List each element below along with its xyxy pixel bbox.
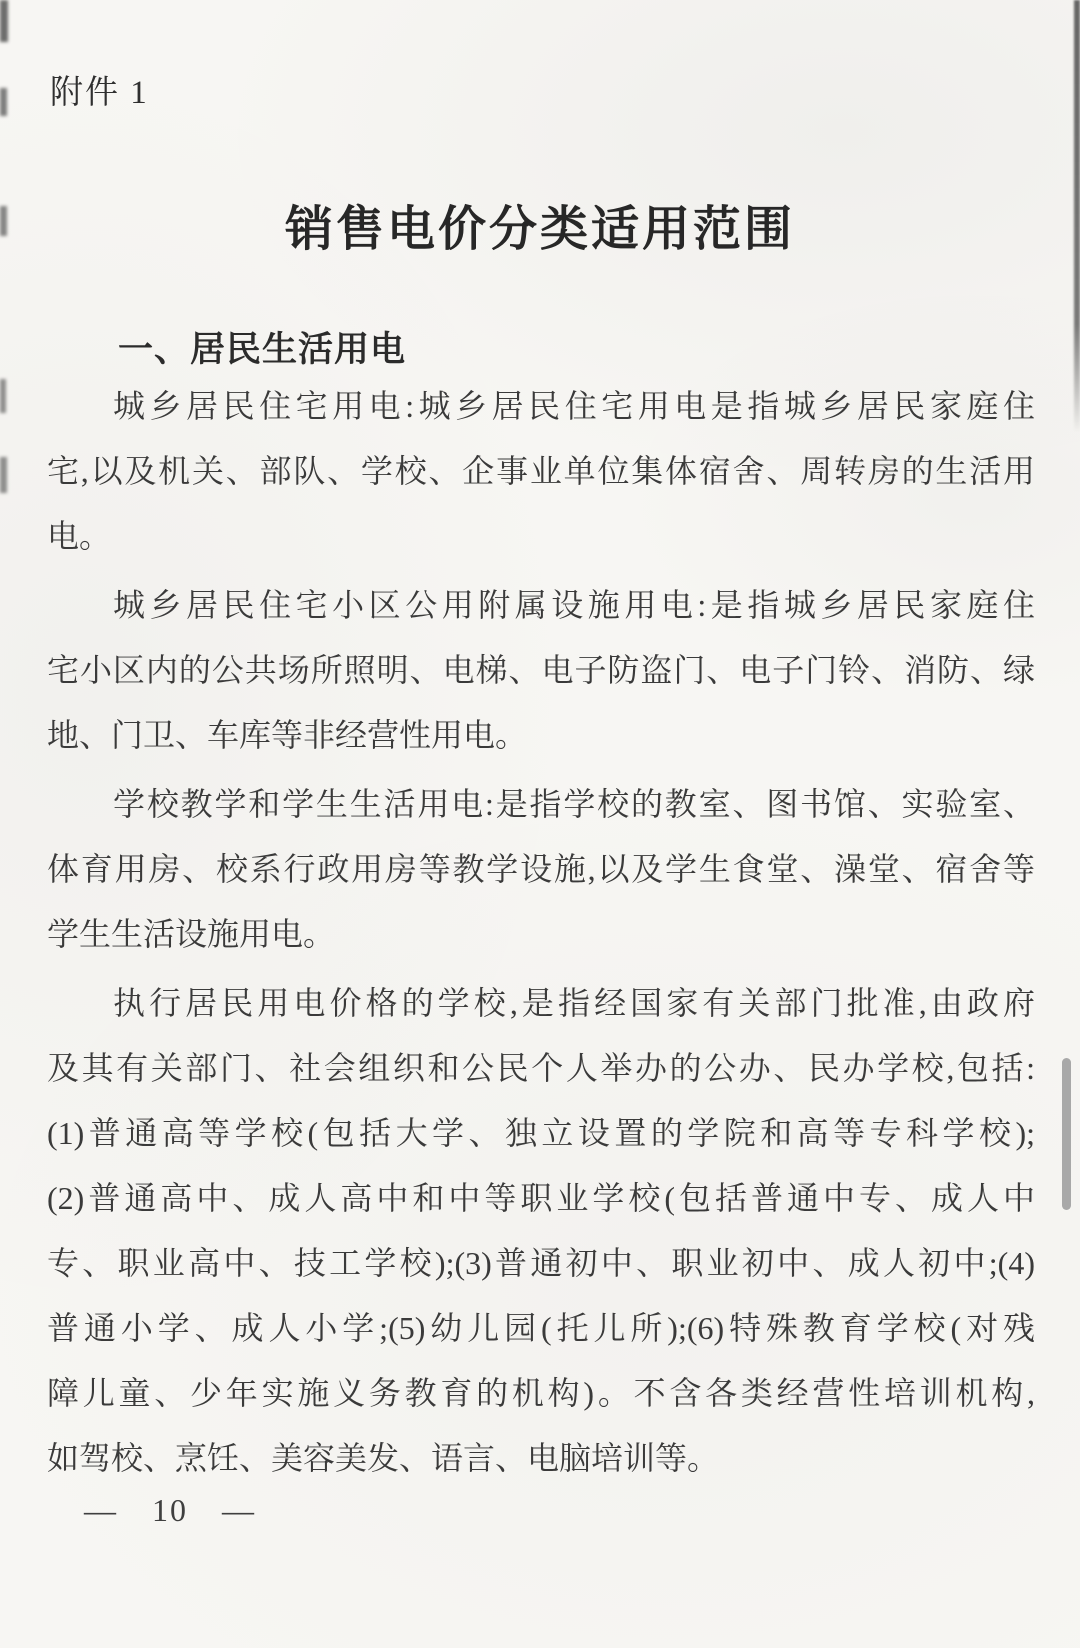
body-line: 电。 <box>47 518 112 554</box>
attachment-label: 附件 1 <box>50 75 149 111</box>
body-line: 宅小区内的公共场所照明、电梯、电子防盗门、电子门铃、消防、绿 <box>47 652 1035 688</box>
page-number: — 10 — <box>84 1492 256 1528</box>
body-line: 学校教学和学生生活用电:是指学校的教室、图书馆、实验室、 <box>113 786 1035 822</box>
body-line: 执行居民用电价格的学校,是指经国家有关部门批准,由政府 <box>113 985 1035 1021</box>
body-line: 障儿童、少年实施义务教育的机构)。不含各类经营性培训机构, <box>47 1375 1035 1411</box>
scan-artifact-left-edge <box>0 88 7 116</box>
body-line: 学生生活设施用电。 <box>47 916 336 952</box>
body-line: (2)普通高中、成人高中和中等职业学校(包括普通中专、成人中 <box>47 1180 1035 1216</box>
paragraph <box>47 573 1035 768</box>
body-line: 如驾校、烹饪、美容美发、语言、电脑培训等。 <box>47 1440 720 1476</box>
body-line: (1)普通高等学校(包括大学、独立设置的学院和高等专科学校); <box>47 1115 1035 1151</box>
paragraph <box>47 374 1035 569</box>
section-heading: 一、居民生活用电 <box>118 330 407 369</box>
body-line: 专、职业高中、技工学校);(3)普通初中、职业初中、成人初中;(4) <box>47 1245 1035 1281</box>
scan-artifact-left-edge <box>0 379 6 413</box>
page-title: 销售电价分类适用范围 <box>284 203 795 256</box>
scrollbar-thumb[interactable] <box>1062 1058 1071 1210</box>
body-line: 宅,以及机关、部队、学校、企事业单位集体宿舍、周转房的生活用 <box>47 453 1035 489</box>
scan-artifact-top-left <box>0 0 8 42</box>
body-line: 及其有关部门、社会组织和公民个人举办的公办、民办学校,包括: <box>47 1050 1035 1086</box>
body-line: 地、门卫、车库等非经营性用电。 <box>47 717 528 753</box>
body-line: 城乡居民住宅小区公用附属设施用电:是指城乡居民家庭住 <box>113 587 1035 623</box>
body-line: 体育用房、校系行政用房等教学设施,以及学生食堂、澡堂、宿舍等 <box>47 851 1035 887</box>
document-body <box>47 374 1035 1495</box>
scan-artifact-left-edge <box>0 457 7 493</box>
paragraph <box>47 772 1035 967</box>
paragraph <box>47 971 1035 1491</box>
body-line: 普通小学、成人小学;(5)幼儿园(托儿所);(6)特殊教育学校(对残 <box>47 1310 1035 1346</box>
body-line: 城乡居民住宅用电:城乡居民住宅用电是指城乡居民家庭住 <box>113 388 1035 424</box>
